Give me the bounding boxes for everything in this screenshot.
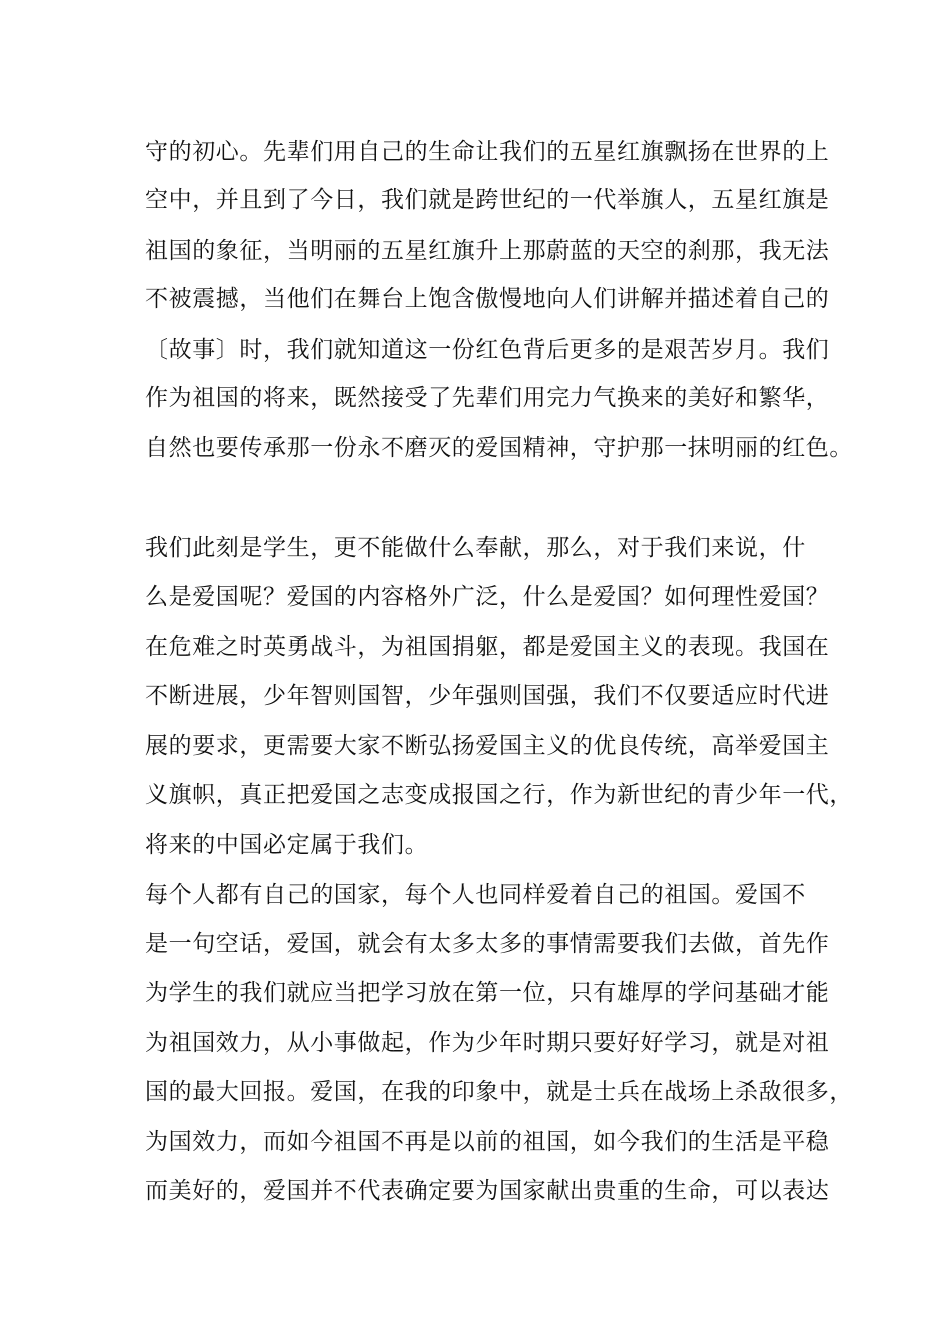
text-line: 义旗帜，真正把爱国之志变成报国之行，作为新世纪的青少年一代， (145, 782, 853, 808)
text-line: 么是爱国呢？爱国的内容格外广泛，什么是爱国？如何理性爱国？ (145, 584, 830, 610)
text-line: 不断进展，少年智则国智，少年强则国强，我们不仅要适应时代进 (145, 683, 830, 709)
paragraph-first-line: 我们此刻是学生，更不能做什么奉献，那么，对于我们来说，什 (145, 535, 806, 561)
text-line: 是一句空话，爱国，就会有太多太多的事情需要我们去做，首先作 (145, 931, 830, 957)
text-line: 为祖国效力，从小事做起，作为少年时期只要好好学习，就是对祖 (145, 1030, 830, 1056)
text-line: 国的最大回报。爱国，在我的印象中，就是士兵在战场上杀敌很多， (145, 1079, 853, 1105)
text-line: 而美好的，爱国并不代表确定要为国家献出贵重的生命，可以表达 (145, 1178, 830, 1204)
text-line: 为学生的我们就应当把学习放在第一位，只有雄厚的学问基础才能 (145, 980, 830, 1006)
text-line: 为国效力，而如今祖国不再是以前的祖国，如今我们的生活是平稳 (145, 1129, 830, 1155)
text-line: 不被震撼，当他们在舞台上饱含傲慢地向人们讲解并描述着自己的 (145, 286, 830, 312)
text-line: 在危难之时英勇战斗，为祖国捐躯，都是爱国主义的表现。我国在 (145, 634, 830, 660)
text-line: 展的要求，更需要大家不断弘扬爱国主义的优良传统，高举爱国主 (145, 733, 830, 759)
text-line: 〔故事〕时，我们就知道这一份红色背后更多的是艰苦岁月。我们 (145, 337, 830, 363)
text-line: 空中，并且到了今日，我们就是跨世纪的一代举旗人，五星红旗是 (145, 187, 830, 213)
text-line: 祖国的象征，当明丽的五星红旗升上那蔚蓝的天空的刹那，我无法 (145, 238, 830, 264)
text-line: 守的初心。先辈们用自己的生命让我们的五星红旗飘扬在世界的上 (145, 139, 830, 165)
text-line: 作为祖国的将来，既然接受了先辈们用完力气换来的美好和繁华， (145, 385, 830, 411)
text-line: 自然也要传承那一份永不磨灭的爱国精神，守护那一抹明丽的红色。 (145, 435, 853, 461)
text-line: 将来的中国必定属于我们。 (145, 832, 429, 858)
paragraph-first-line: 每个人都有自己的国家，每个人也同样爱着自己的祖国。爱国不 (145, 882, 806, 908)
